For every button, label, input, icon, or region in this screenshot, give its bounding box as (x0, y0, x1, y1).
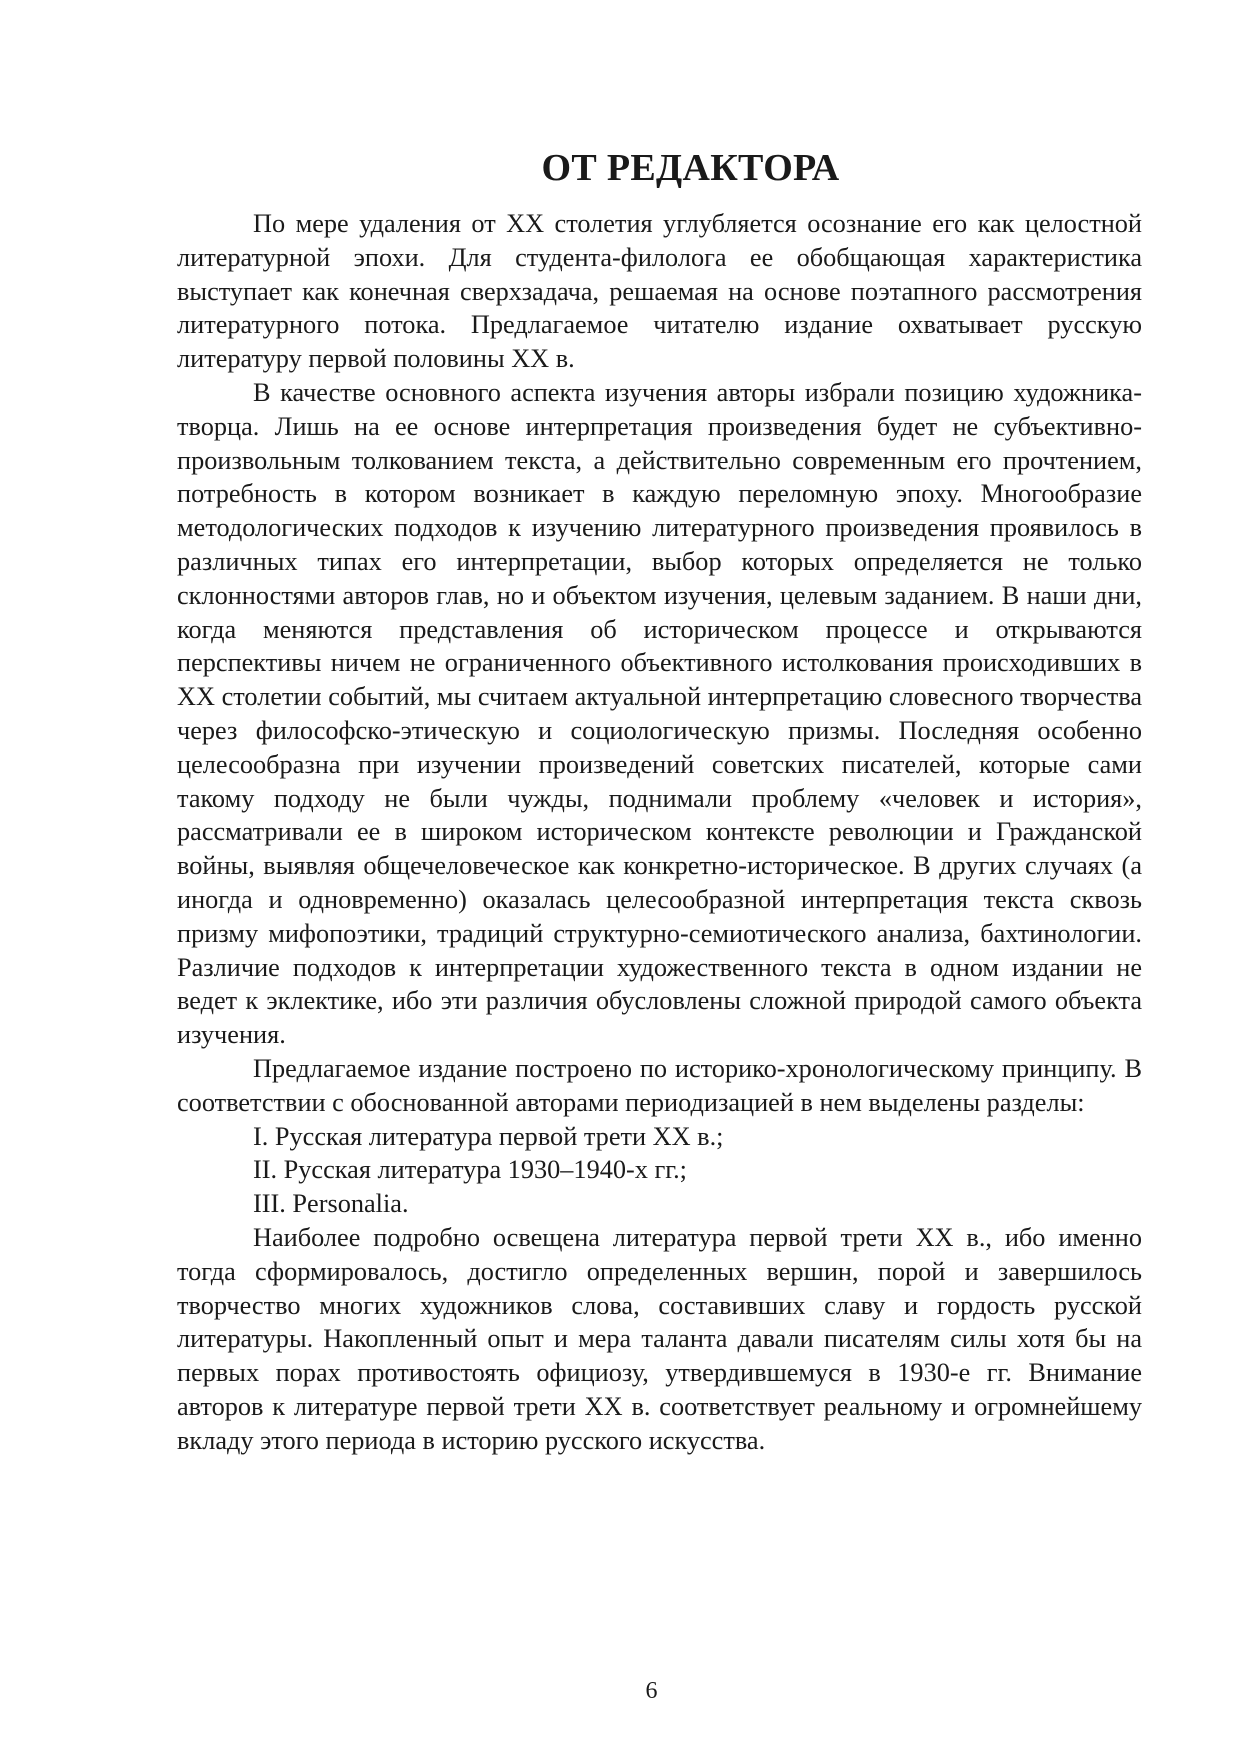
section-item-3: III. Personalia. (253, 1189, 409, 1219)
page-number: 6 (645, 1678, 658, 1704)
paragraph-intro: По мере удаления от XX столетия углубляется осознание его как целостной литературной эпохи. Для студента-филолога ее обобщающая характеристика выступает как конечная сверхзадача, решаемая на основе поэтапного рассмотрения литературного потока. Предлагаемое читателю издание охватывает русскую литературу первой половины XX в. (177, 209, 1142, 374)
body-text (177, 207, 1142, 1457)
section-item-2: II. Русская литература 1930–1940-х гг.; (253, 1155, 687, 1185)
paragraph-structure: Предлагаемое издание построено по историко-хронологическому принципу. В соответствии с обоснованной авторами периодизацией в нем выделены разделы: (177, 1053, 1142, 1117)
paragraph-closing: Наиболее подробно освещена литература первой трети XX в., ибо именно тогда сформировалось, достигло определенных вершин, порой и завершилось творчество многих художников слова, составивших славу и гордость русской литературы. Накопленный опыт и мера таланта давали писателям силы хотя бы на первых порах противостоять официозу, утвердившемуся в 1930-е гг. Внимание авторов к литературе первой трети XX в. соответствует реальному и огромнейшему вкладу этого периода в историю русского искусства. (177, 1222, 1142, 1455)
page-title: ОТ РЕДАКТОРА (541, 147, 840, 189)
paragraph-methodology: В качестве основного аспекта изучения авторы избрали позицию художника-творца. Лишь на ее основе интерпретация произведения будет не субъективно-произвольным толкованием текста, а действительно современным его прочтением, потребность в котором возникает в каждую переломную эпоху. Многообразие методологических подходов к изучению литературного произведения проявилось в различных типах его интерпретации, выбор которых определяется не только склонностями авторов глав, но и объектом изучения, целевым заданием. В наши дни, когда меняются представления об историческом процессе и открываются перспективы ничем не ограниченного объективного истолкования происходивших в XX столетии событий, мы считаем актуальной интерпретацию словесного творчества через философско-этическую и социологическую призмы. Последняя особенно целесообразна при изучении произведений советских писателей, которые сами такому подходу не были чужды, поднимали проблему «человек и история», рассматривали ее в широком историческом контексте революции и Гражданской войны, выявляя общечеловеческое как конкретно-историческое. В других случаях (а иногда и одновременно) оказалась целесообразной интерпретация текста сквозь призму мифопоэтики, традиций структурно-семиотического анализа, бахтинологии. Различие подходов к интерпретации художественного текста в одном издании не ведет к эклектике, ибо эти различия обусловлены сложной природой самого объекта изучения. (177, 377, 1142, 1050)
section-item-1: I. Русская литература первой трети XX в.; (253, 1121, 724, 1151)
page-body (177, 145, 1142, 1457)
